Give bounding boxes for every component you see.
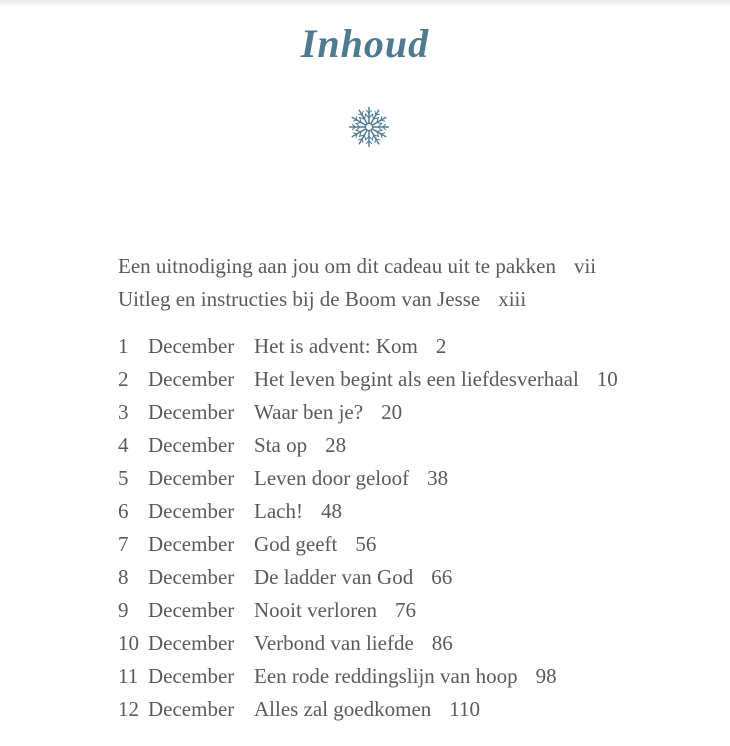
entry-month: December [148, 466, 235, 490]
entry-page-number: 76 [395, 598, 417, 622]
entry-month: December [148, 499, 235, 523]
entry-month: December [148, 697, 235, 721]
entry-chapter-title [254, 330, 446, 363]
entry-month: December [148, 400, 235, 424]
intro-entry[interactable] [118, 283, 596, 316]
page-top-shadow [0, 0, 730, 8]
entry-chapter-text: Lach! [254, 499, 303, 523]
entry-page-number: 28 [325, 433, 347, 457]
entry-month: December [148, 433, 235, 457]
entry-chapter-title [254, 627, 453, 660]
intro-entry-page: vii [573, 254, 597, 278]
entry-chapter-text: Nooit verloren [254, 598, 378, 622]
entry-chapter-text: Verbond van liefde [254, 631, 414, 655]
entry-month: December [148, 367, 235, 391]
entry-page-number: 38 [427, 466, 449, 490]
entry-chapter-title [254, 429, 346, 462]
entry-number: 5 [118, 466, 129, 490]
entry-chapter-title [254, 396, 402, 429]
entry-month: December [148, 631, 235, 655]
entry-page-number: 2 [435, 334, 447, 358]
entry-chapter-title [254, 495, 342, 528]
entry-page-number: 20 [381, 400, 403, 424]
entry-chapter-text: Leven door geloof [254, 466, 410, 490]
entry-page-number: 86 [431, 631, 453, 655]
entry-chapter-text: De ladder van God [254, 565, 414, 589]
entry-chapter-text: Het is advent: Kom [254, 334, 418, 358]
snowflake-icon [346, 104, 392, 150]
entry-chapter-title [254, 660, 557, 693]
entry-chapter-title [254, 462, 448, 495]
entry-number: 4 [118, 433, 129, 457]
intro-entry[interactable] [118, 250, 596, 283]
entry-month: December [148, 532, 235, 556]
entry-number: 11 [118, 664, 139, 688]
page-title: Inhoud [300, 21, 430, 66]
entry-page-number: 10 [596, 367, 618, 391]
entry-chapter-title [254, 528, 376, 561]
intro-entry-text: Een uitnodiging aan jou om dit cadeau uit te pakken [118, 254, 556, 278]
entry-chapter-text: Sta op [254, 433, 308, 457]
entry-number: 6 [118, 499, 129, 523]
entry-month: December [148, 565, 235, 589]
entry-chapter-text: Een rode reddingslijn van hoop [254, 664, 518, 688]
entry-chapter-text: Waar ben je? [254, 400, 364, 424]
entry-month: December [148, 334, 235, 358]
entry-chapter-title [254, 693, 480, 726]
entry-page-number: 98 [535, 664, 557, 688]
entry-number: 12 [118, 697, 139, 721]
entry-chapter-title [254, 363, 618, 396]
entry-number: 7 [118, 532, 129, 556]
entry-chapter-text: Alles zal goedkomen [254, 697, 432, 721]
intro-entry-text: Uitleg en instructies bij de Boom van Jesse [118, 287, 481, 311]
entry-number: 8 [118, 565, 129, 589]
entry-chapter-title [254, 561, 452, 594]
entry-number: 3 [118, 400, 129, 424]
entry-month: December [148, 598, 235, 622]
entry-chapter-title [254, 594, 416, 627]
entry-number: 2 [118, 367, 129, 391]
entry-month: December [148, 664, 235, 688]
entry-page-number: 110 [449, 697, 481, 721]
intro-entry-page: xiii [498, 287, 527, 311]
intro-list [118, 250, 596, 316]
entry-page-number: 56 [355, 532, 377, 556]
entry-page-number: 48 [320, 499, 342, 523]
entry-number: 1 [118, 334, 129, 358]
entry-number: 9 [118, 598, 129, 622]
entry-number: 10 [118, 631, 139, 655]
entry-chapter-text: God geeft [254, 532, 338, 556]
entry-page-number: 66 [431, 565, 453, 589]
entry-chapter-text: Het leven begint als een liefdesverhaal [254, 367, 579, 391]
